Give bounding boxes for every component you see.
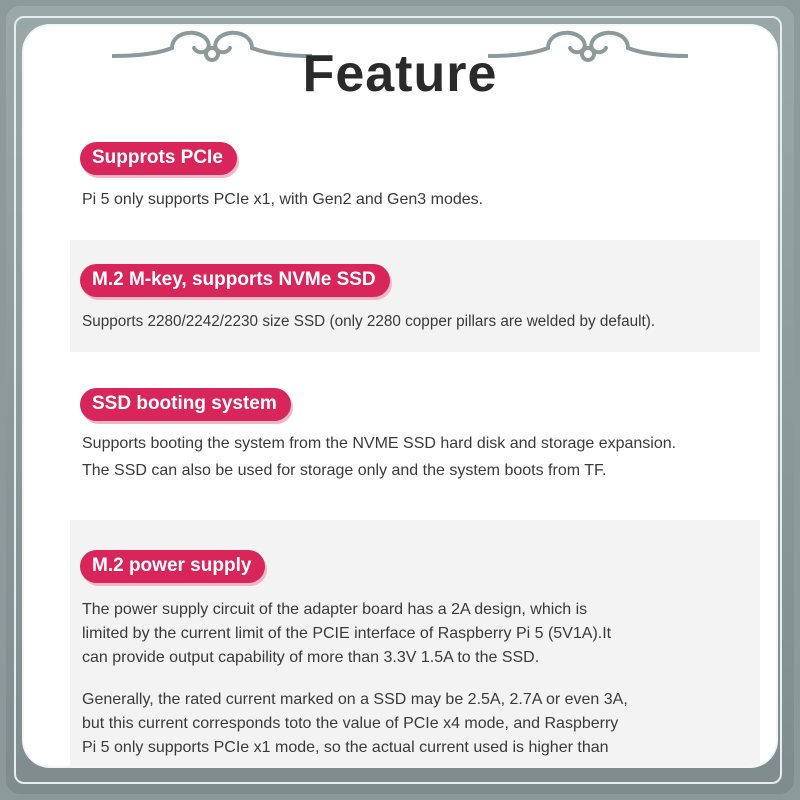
section-text: Supports 2280/2242/2230 size SSD (only 2280 copper pillars are welded by default).	[82, 313, 656, 330]
feature-section-ssd-boot	[70, 378, 760, 498]
page-title: Feature	[302, 45, 498, 103]
feature-section-power	[70, 520, 760, 766]
feature-section-nvme	[70, 240, 760, 352]
section-text: The SSD can also be used for storage only and the system boots from TF.	[82, 462, 607, 479]
section-text: Supports booting the system from the NVME SSD hard disk and storage expansion.	[82, 435, 677, 452]
feature-section-pcie	[70, 136, 760, 216]
section-badge: Supprots PCIe	[80, 142, 237, 175]
section-badge: M.2 power supply	[80, 550, 265, 583]
feature-card	[24, 26, 776, 766]
section-badge: SSD booting system	[80, 388, 291, 421]
section-text: limited by the current limit of the PCIE interface of Raspberry Pi 5 (5V1A).It	[82, 625, 612, 642]
section-text: Pi 5 only supports PCIe x1, with Gen2 and Gen3 modes.	[82, 191, 484, 208]
section-badge: M.2 M-key, supports NVMe SSD	[80, 264, 390, 297]
section-text: Generally, the rated current marked on a SSD may be 2.5A, 2.7A or even 3A,	[82, 691, 628, 708]
section-text: Pi 5 only supports PCIe x1 mode, so the actual current used is higher than	[82, 739, 609, 756]
section-text: The power supply circuit of the adapter board has a 2A design, which is	[82, 601, 588, 618]
section-text: but this current corresponds toto the value of PCIe x4 mode, and Raspberry	[82, 715, 619, 732]
section-text: can provide output capability of more than 3.3V 1.5A to the SSD.	[82, 649, 540, 666]
